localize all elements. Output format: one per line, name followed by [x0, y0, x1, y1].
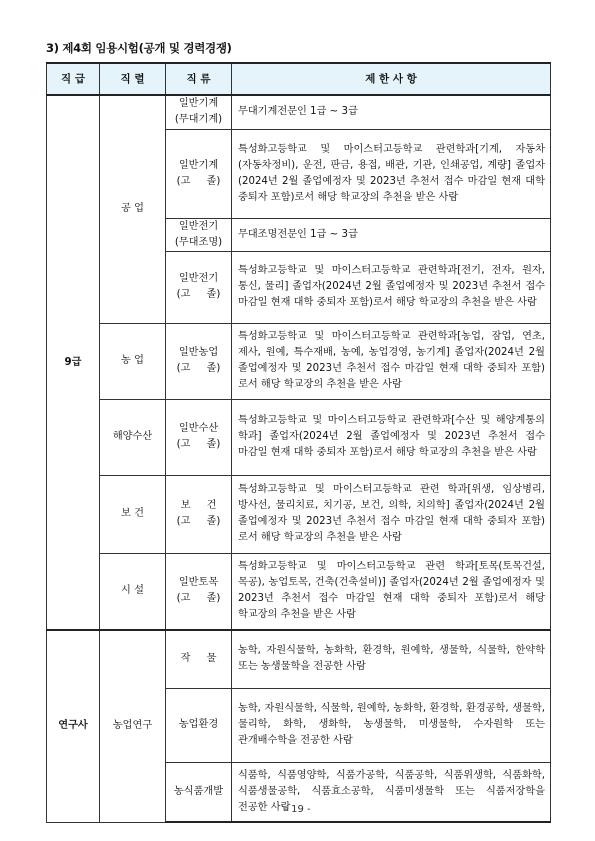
track-agriculture: 농 업: [100, 323, 166, 399]
track-health: 보 건: [100, 475, 166, 553]
header-requirements: 제 한 사 항: [232, 63, 551, 95]
category-cell: 일반수산 (고 졸): [166, 399, 232, 475]
table-row: [47, 95, 551, 129]
requirement-text: 농학, 자원식물학, 식물학, 원예학, 농화학, 환경학, 환경공학, 생물학, 물리학, 화학, 생화학, 농생물학, 미생물학, 수자원학 또는 관개배수학을 전공한 사람: [232, 688, 551, 762]
section-title: 3) 제4회 임용시험(공개 및 경력경쟁): [46, 41, 232, 55]
requirement-text: 무대조명전문인 1급 ~ 3급: [232, 218, 551, 251]
category-cell: 일반전기 (고 졸): [166, 251, 232, 323]
table-row: [47, 323, 551, 399]
category-cell: 보 건 (고 졸): [166, 475, 232, 553]
category-cell: 일반전기 (무대조명): [166, 218, 232, 251]
category-cell: 일반기계 (무대기계): [166, 95, 232, 129]
track-agri-research: 농업연구: [100, 630, 166, 822]
requirement-text: 특성화고등학교 및 마이스터고등학교 관련학과[수산 및 해양계통의 학과] 졸업자(2024년 2월 졸업예정자 및 2023년 추천서 접수 마감일 현재 대학 중퇴자 포함)로서 해당 학교장의 추천을 받은 사람: [232, 399, 551, 475]
track-facility: 시 설: [100, 553, 166, 630]
table-row: [47, 553, 551, 630]
table-row: [47, 630, 551, 688]
requirement-text: 농학, 자원식물학, 농화학, 환경학, 원예학, 생물학, 식물학, 한약학 또는 농생물학을 전공한 사람: [232, 630, 551, 688]
requirement-text: 무대기계전문인 1급 ~ 3급: [232, 95, 551, 129]
table-header-row: [47, 63, 551, 95]
requirement-text: 특성화고등학교 및 마이스터고등학교 관련학과[전기, 전자, 원자, 통신, 물리] 졸업자(2024년 2월 졸업예정자 및 2023년 추천서 접수 마감일 현재 대학 중퇴자 포함)로서 해당 학교장의 추천을 받은 사람: [232, 251, 551, 323]
category-cell: 농식품개발: [166, 762, 232, 822]
track-industry: 공 업: [100, 95, 166, 323]
header-category: 직 류: [166, 63, 232, 95]
category-cell: 일반농업 (고 졸): [166, 323, 232, 399]
category-cell: 농업환경: [166, 688, 232, 762]
requirement-text: 식품학, 식품영양학, 식품가공학, 식품공학, 식품위생학, 식품화학, 식품생물공학, 식품효소공학, 식품미생물학 또는 식품저장학을 전공한 사람: [232, 762, 551, 822]
page-number: - 19 -: [284, 804, 311, 815]
requirement-text: 특성화고등학교 및 마이스터고등학교 관련 학과[위생, 임상병리, 방사선, 물리치료, 치기공, 보건, 의학, 치의학] 졸업자(2024년 2월 졸업예정자 및 2023년 추천서 접수 마감일 현재 대학 중퇴자 포함)로서 해당 학교장의 추천을 받은 사람: [232, 475, 551, 553]
requirement-text: 특성화고등학교 및 마이스터고등학교 관련학과[농업, 잠업, 연초, 제사, 원예, 특수재배, 농예, 농업경영, 농기계] 졸업자(2024년 2월 졸업예정자 및 2023년 추천서 접수 마감일 현재 대학 중퇴자 포함)로서 해당 학교장의 추천을 받은 사람: [232, 323, 551, 399]
table-row: [47, 399, 551, 475]
track-fisheries: 해양수산: [100, 399, 166, 475]
category-cell: 일반토목 (고 졸): [166, 553, 232, 630]
grade-researcher: 연구사: [47, 630, 100, 822]
header-grade: 직 급: [47, 63, 100, 95]
requirements-table: [46, 62, 551, 823]
header-track: 직 렬: [100, 63, 166, 95]
table-row: [47, 475, 551, 553]
requirement-text: 특성화고등학교 및 마이스터고등학교 관련 학과[토목(토목건설, 목공), 농업토목, 건축(건축설비)] 졸업자(2024년 2월 졸업예정자 및 2023년 추천서 접수 마감일 현재 대학 중퇴자 포함)로서 해당 학교장의 추천을 받은 사람: [232, 553, 551, 630]
category-cell: 일반기계 (고 졸): [166, 129, 232, 218]
requirement-text: 특성화고등학교 및 마이스터고등학교 관련학과[기계, 자동차(자동차정비), 운전, 판금, 용접, 배관, 기관, 인쇄공업, 계량] 졸업자(2024년 2월 졸업예정자 및 2023년 추천서 접수 마감일 현재 대학 중퇴자 포함)로서 해당 학교장의 추천을 받은 사람: [232, 129, 551, 218]
category-cell: 작 물: [166, 630, 232, 688]
grade-9: 9급: [47, 95, 100, 630]
